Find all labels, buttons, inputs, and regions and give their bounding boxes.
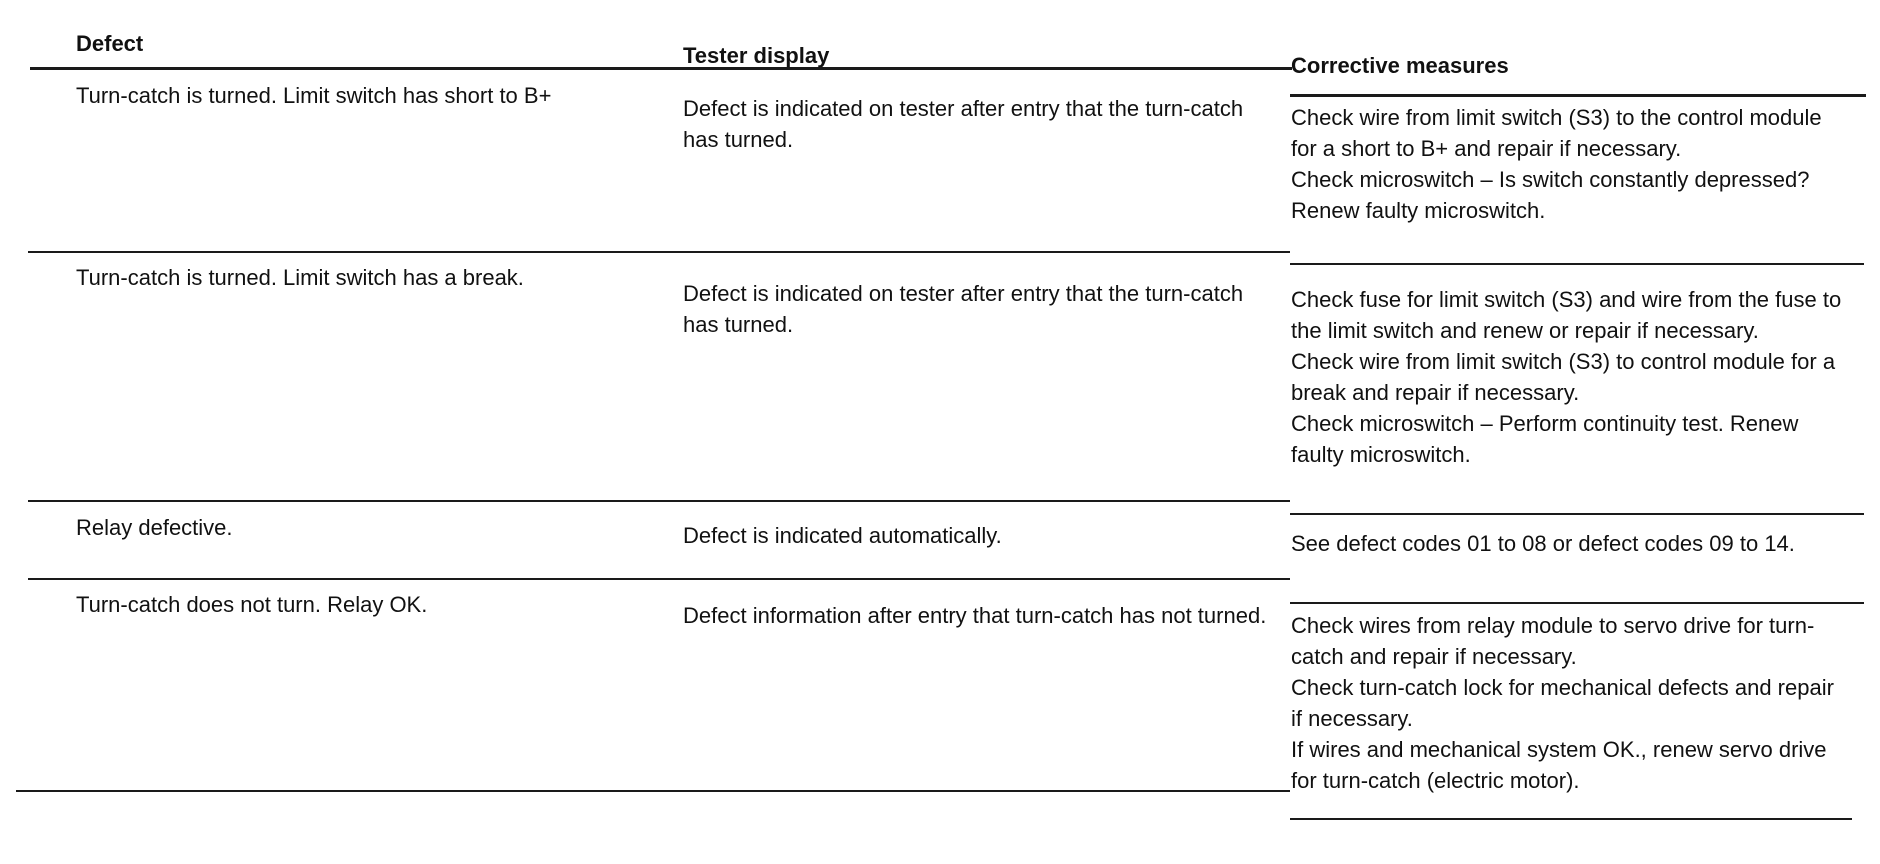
row-4-measure-1: Check wires from relay module to servo drive for turn-catch and repair if necessary. — [1291, 613, 1815, 669]
row-1-measure-2: Check microswitch – Is switch constantly depressed?Renew faulty microswitch. — [1291, 167, 1810, 223]
header-corrective-measures: Corrective measures — [1291, 53, 1509, 78]
row-1-corrective-measures — [1291, 102, 1851, 226]
header-rule-right — [1290, 94, 1866, 97]
row-4-measure-3: If wires and mechanical system OK., renew servo drive for turn-catch (electric motor). — [1291, 737, 1827, 793]
row-2-tester-display: Defect is indicated on tester after entry that the turn-catch has turned. — [683, 281, 1244, 337]
row-1-rule-left — [28, 251, 1290, 253]
row-3-tester-display: Defect is indicated automatically. — [683, 523, 1002, 548]
row-4-corrective-measures — [1291, 610, 1851, 796]
row-1-measure-1: Check wire from limit switch (S3) to the control module for a short to B+ and repair if necessary. — [1291, 105, 1822, 161]
row-3-defect: Relay defective. — [76, 515, 233, 540]
row-2-rule-left — [28, 500, 1290, 502]
row-2-measure-2: Check wire from limit switch (S3) to control module for a break and repair if necessary. — [1291, 349, 1836, 405]
row-2-defect: Turn-catch is turned. Limit switch has a break. — [76, 265, 524, 290]
row-1-rule-right — [1290, 263, 1864, 265]
row-3-rule-right — [1290, 602, 1864, 604]
row-4-tester-display: Defect information after entry that turn-catch has not turned. — [683, 603, 1267, 628]
row-2-measure-3: Check microswitch – Perform continuity test. Renew faulty microswitch. — [1291, 411, 1799, 467]
row-4-defect: Turn-catch does not turn. Relay OK. — [76, 592, 428, 617]
row-2-measure-1: Check fuse for limit switch (S3) and wire from the fuse to the limit switch and renew or repair if necessary. — [1291, 287, 1842, 343]
header-rule-left — [30, 67, 1292, 70]
header-tester-display: Tester display — [683, 43, 830, 68]
row-3-corrective-measures — [1291, 528, 1851, 559]
row-2-corrective-measures — [1291, 284, 1851, 470]
row-2-rule-right — [1290, 513, 1864, 515]
row-1-defect: Turn-catch is turned. Limit switch has short to B+ — [76, 83, 552, 108]
row-4-measure-2: Check turn-catch lock for mechanical defects and repair if necessary. — [1291, 675, 1834, 731]
row-4-rule-left — [16, 790, 1290, 792]
row-1-tester-display: Defect is indicated on tester after entry that the turn-catch has turned. — [683, 96, 1244, 152]
header-defect: Defect — [76, 31, 144, 56]
row-4-rule-right — [1290, 818, 1852, 820]
row-3-measure-1: See defect codes 01 to 08 or defect codes 09 to 14. — [1291, 531, 1795, 556]
row-3-rule-left — [28, 578, 1290, 580]
